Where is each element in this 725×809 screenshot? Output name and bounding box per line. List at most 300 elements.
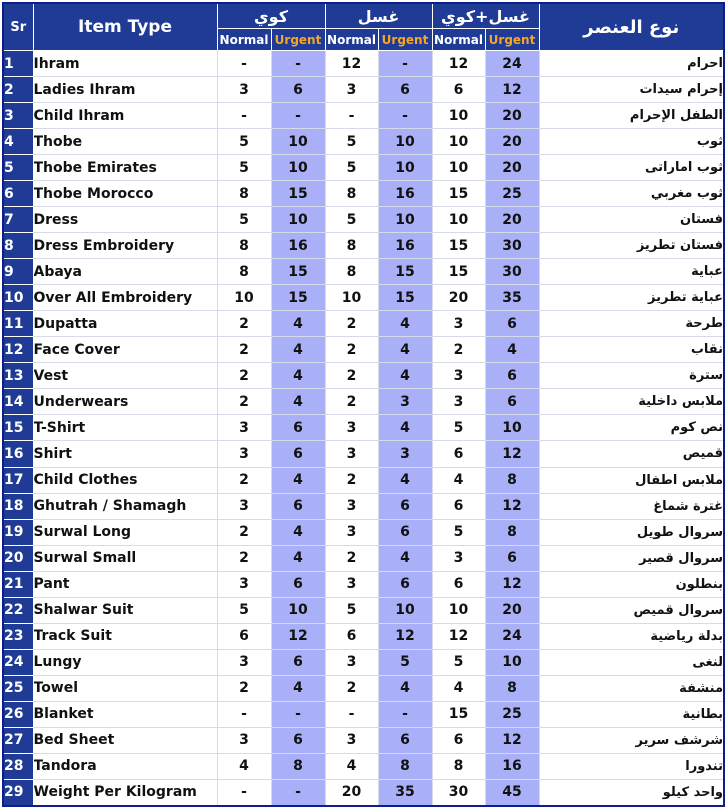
washing-urgent-price: 4 bbox=[378, 545, 432, 571]
wash-iron-normal-price: 5 bbox=[432, 519, 485, 545]
wash-iron-urgent-price: 6 bbox=[485, 545, 539, 571]
item-name: Ghutrah / Shamagh bbox=[33, 493, 217, 519]
row-number: 18 bbox=[3, 493, 33, 519]
ironing-urgent-price: 6 bbox=[271, 649, 325, 675]
row-number: 20 bbox=[3, 545, 33, 571]
washing-normal-price: 4 bbox=[325, 753, 378, 779]
row-number: 4 bbox=[3, 129, 33, 155]
item-name: Surwal Long bbox=[33, 519, 217, 545]
row-number: 5 bbox=[3, 155, 33, 181]
item-name-arabic: ثوب اماراتى bbox=[539, 155, 724, 181]
ironing-normal-price: 3 bbox=[217, 493, 271, 519]
wash-iron-urgent-price: 24 bbox=[485, 51, 539, 77]
item-name-arabic: عباية bbox=[539, 259, 724, 285]
wash-iron-normal-price: 3 bbox=[432, 389, 485, 415]
washing-urgent-price: - bbox=[378, 51, 432, 77]
table-row bbox=[3, 675, 724, 701]
item-name-arabic: سروال طويل bbox=[539, 519, 724, 545]
table-row bbox=[3, 389, 724, 415]
washing-urgent-price: 10 bbox=[378, 155, 432, 181]
wash-iron-normal-price: 12 bbox=[432, 51, 485, 77]
ironing-normal-price: 8 bbox=[217, 259, 271, 285]
ironing-urgent-price: 6 bbox=[271, 441, 325, 467]
ironing-urgent-price: 10 bbox=[271, 597, 325, 623]
wash-iron-urgent-price: 35 bbox=[485, 285, 539, 311]
item-name-arabic: ملابس داخلية bbox=[539, 389, 724, 415]
ironing-urgent-price: 4 bbox=[271, 389, 325, 415]
item-name-arabic: ثوب مغربي bbox=[539, 181, 724, 207]
washing-urgent-price: 6 bbox=[378, 571, 432, 597]
ironing-normal-price: 2 bbox=[217, 311, 271, 337]
ironing-urgent-price: 4 bbox=[271, 519, 325, 545]
washing-normal-price: - bbox=[325, 701, 378, 727]
wash-iron-urgent-price: 8 bbox=[485, 467, 539, 493]
sr-header: Sr bbox=[3, 3, 33, 51]
table-row bbox=[3, 207, 724, 233]
item-name: Abaya bbox=[33, 259, 217, 285]
item-name-arabic: قميص bbox=[539, 441, 724, 467]
item-name-arabic: لنغى bbox=[539, 649, 724, 675]
ironing-urgent-price: 6 bbox=[271, 571, 325, 597]
item-name-arabic: فستان تطريز bbox=[539, 233, 724, 259]
ironing-normal-price: 2 bbox=[217, 337, 271, 363]
ironing-normal-price: 2 bbox=[217, 675, 271, 701]
urgent-subheader: Urgent bbox=[271, 29, 325, 51]
table-row bbox=[3, 597, 724, 623]
ironing-normal-price: 3 bbox=[217, 571, 271, 597]
wash-iron-urgent-price: 8 bbox=[485, 675, 539, 701]
ironing-normal-price: - bbox=[217, 103, 271, 129]
row-number: 12 bbox=[3, 337, 33, 363]
washing-urgent-price: 4 bbox=[378, 467, 432, 493]
row-number: 17 bbox=[3, 467, 33, 493]
table-row bbox=[3, 285, 724, 311]
washing-normal-price: 3 bbox=[325, 441, 378, 467]
wash-iron-urgent-price: 20 bbox=[485, 155, 539, 181]
washing-urgent-price: 10 bbox=[378, 597, 432, 623]
item-name: Face Cover bbox=[33, 337, 217, 363]
item-name-arabic: احرام bbox=[539, 51, 724, 77]
table-row bbox=[3, 545, 724, 571]
wash-iron-urgent-price: 24 bbox=[485, 623, 539, 649]
ironing-normal-price: - bbox=[217, 701, 271, 727]
item-name: Track Suit bbox=[33, 623, 217, 649]
table-row bbox=[3, 129, 724, 155]
wash-iron-urgent-price: 10 bbox=[485, 649, 539, 675]
item-name: Ladies Ihram bbox=[33, 77, 217, 103]
washing-normal-price: 3 bbox=[325, 649, 378, 675]
ironing-normal-price: 3 bbox=[217, 415, 271, 441]
washing-urgent-price: 15 bbox=[378, 285, 432, 311]
ironing-normal-price: 2 bbox=[217, 389, 271, 415]
wash-iron-urgent-price: 16 bbox=[485, 753, 539, 779]
ironing-normal-price: 2 bbox=[217, 545, 271, 571]
item-name: Ihram bbox=[33, 51, 217, 77]
item-name: Shirt bbox=[33, 441, 217, 467]
ironing-urgent-price: 4 bbox=[271, 337, 325, 363]
item-name-arabic: نقاب bbox=[539, 337, 724, 363]
ironing-normal-price: 10 bbox=[217, 285, 271, 311]
washing-urgent-price: 5 bbox=[378, 649, 432, 675]
row-number: 19 bbox=[3, 519, 33, 545]
washing-normal-price: 3 bbox=[325, 519, 378, 545]
washing-urgent-price: 10 bbox=[378, 129, 432, 155]
washing-normal-price: - bbox=[325, 103, 378, 129]
normal-subheader: Normal bbox=[432, 29, 485, 51]
wash-iron-normal-price: 10 bbox=[432, 207, 485, 233]
ironing-urgent-price: 12 bbox=[271, 623, 325, 649]
item-name: Towel bbox=[33, 675, 217, 701]
ironing-urgent-price: 6 bbox=[271, 493, 325, 519]
wash-iron-urgent-price: 12 bbox=[485, 441, 539, 467]
table-row bbox=[3, 571, 724, 597]
table-row bbox=[3, 441, 724, 467]
item-name: Blanket bbox=[33, 701, 217, 727]
washing-urgent-price: 35 bbox=[378, 779, 432, 806]
ironing-urgent-price: 10 bbox=[271, 207, 325, 233]
item-name: T-Shirt bbox=[33, 415, 217, 441]
row-number: 8 bbox=[3, 233, 33, 259]
wash-iron-normal-price: 6 bbox=[432, 571, 485, 597]
washing-urgent-price: - bbox=[378, 701, 432, 727]
item-name-arabic: تندورا bbox=[539, 753, 724, 779]
washing-urgent-price: 3 bbox=[378, 441, 432, 467]
washing-urgent-price: 8 bbox=[378, 753, 432, 779]
item-name: Pant bbox=[33, 571, 217, 597]
row-number: 25 bbox=[3, 675, 33, 701]
wash-iron-normal-price: 10 bbox=[432, 129, 485, 155]
urgent-subheader: Urgent bbox=[378, 29, 432, 51]
table-body bbox=[3, 51, 724, 807]
ironing-normal-price: 6 bbox=[217, 623, 271, 649]
item-name: Underwears bbox=[33, 389, 217, 415]
item-name: Dress Embroidery bbox=[33, 233, 217, 259]
table-row bbox=[3, 623, 724, 649]
ironing-urgent-price: 4 bbox=[271, 311, 325, 337]
table-row bbox=[3, 103, 724, 129]
wash-iron-urgent-price: 4 bbox=[485, 337, 539, 363]
row-number: 1 bbox=[3, 51, 33, 77]
wash-iron-normal-price: 8 bbox=[432, 753, 485, 779]
ironing-urgent-price: 4 bbox=[271, 545, 325, 571]
item-name: Bed Sheet bbox=[33, 727, 217, 753]
row-number: 15 bbox=[3, 415, 33, 441]
row-number: 21 bbox=[3, 571, 33, 597]
row-number: 11 bbox=[3, 311, 33, 337]
row-number: 24 bbox=[3, 649, 33, 675]
washing-urgent-price: 6 bbox=[378, 77, 432, 103]
washing-normal-price: 10 bbox=[325, 285, 378, 311]
wash-iron-normal-price: 6 bbox=[432, 493, 485, 519]
item-name-arabic: بدلة رياضية bbox=[539, 623, 724, 649]
washing-urgent-price: 4 bbox=[378, 363, 432, 389]
table-row bbox=[3, 415, 724, 441]
wash-iron-urgent-price: 20 bbox=[485, 207, 539, 233]
row-number: 10 bbox=[3, 285, 33, 311]
ironing-urgent-price: 15 bbox=[271, 181, 325, 207]
ironing-normal-price: 3 bbox=[217, 77, 271, 103]
item-name-arabic: الطفل الإحرام bbox=[539, 103, 724, 129]
washing-urgent-price: 15 bbox=[378, 259, 432, 285]
wash-iron-normal-price: 30 bbox=[432, 779, 485, 806]
ironing-urgent-price: 15 bbox=[271, 259, 325, 285]
ironing-urgent-price: 4 bbox=[271, 675, 325, 701]
wash-iron-urgent-price: 12 bbox=[485, 727, 539, 753]
item-name: Thobe Emirates bbox=[33, 155, 217, 181]
washing-urgent-price: 16 bbox=[378, 181, 432, 207]
table-row bbox=[3, 311, 724, 337]
urgent-subheader: Urgent bbox=[485, 29, 539, 51]
ironing-urgent-price: 4 bbox=[271, 363, 325, 389]
washing-normal-price: 8 bbox=[325, 181, 378, 207]
wash-iron-normal-price: 4 bbox=[432, 675, 485, 701]
washing-urgent-price: 4 bbox=[378, 311, 432, 337]
wash-iron-urgent-price: 20 bbox=[485, 103, 539, 129]
item-name: Lungy bbox=[33, 649, 217, 675]
ironing-normal-price: 5 bbox=[217, 155, 271, 181]
washing-normal-price: 8 bbox=[325, 233, 378, 259]
item-name: Child Clothes bbox=[33, 467, 217, 493]
washing-normal-price: 5 bbox=[325, 129, 378, 155]
washing-urgent-price: 16 bbox=[378, 233, 432, 259]
item-name: Shalwar Suit bbox=[33, 597, 217, 623]
item-name-arabic: طرحة bbox=[539, 311, 724, 337]
item-name: Dupatta bbox=[33, 311, 217, 337]
wash-iron-normal-price: 6 bbox=[432, 727, 485, 753]
ironing-normal-price: 5 bbox=[217, 129, 271, 155]
washing-normal-price: 2 bbox=[325, 311, 378, 337]
wash-iron-urgent-price: 45 bbox=[485, 779, 539, 806]
row-number: 9 bbox=[3, 259, 33, 285]
wash-iron-normal-price: 15 bbox=[432, 701, 485, 727]
table-row bbox=[3, 155, 724, 181]
row-number: 6 bbox=[3, 181, 33, 207]
item-name-arabic: منشفة bbox=[539, 675, 724, 701]
item-name-arabic: ثوب bbox=[539, 129, 724, 155]
wash-iron-normal-price: 15 bbox=[432, 259, 485, 285]
item-name-arabic: سترة bbox=[539, 363, 724, 389]
row-number: 14 bbox=[3, 389, 33, 415]
table-row bbox=[3, 337, 724, 363]
table-row bbox=[3, 519, 724, 545]
item-name: Thobe Morocco bbox=[33, 181, 217, 207]
item-name-arabic: ملابس اطفال bbox=[539, 467, 724, 493]
item-name: Weight Per Kilogram bbox=[33, 779, 217, 806]
wash-iron-normal-price: 6 bbox=[432, 441, 485, 467]
washing-normal-price: 8 bbox=[325, 259, 378, 285]
wash-iron-normal-price: 15 bbox=[432, 181, 485, 207]
wash-iron-normal-price: 5 bbox=[432, 415, 485, 441]
washing-urgent-price: 4 bbox=[378, 675, 432, 701]
arabic-item-type-header: نوع العنصر bbox=[539, 3, 724, 51]
item-type-header: Item Type bbox=[33, 3, 217, 51]
ironing-normal-price: 3 bbox=[217, 727, 271, 753]
ironing-urgent-price: 15 bbox=[271, 285, 325, 311]
wash-iron-urgent-price: 6 bbox=[485, 363, 539, 389]
washing-normal-price: 2 bbox=[325, 363, 378, 389]
washing-normal-price: 3 bbox=[325, 571, 378, 597]
ironing-normal-price: 8 bbox=[217, 181, 271, 207]
washing-urgent-price: 6 bbox=[378, 519, 432, 545]
washing-normal-price: 2 bbox=[325, 337, 378, 363]
ironing-normal-price: - bbox=[217, 51, 271, 77]
wash-iron-urgent-price: 12 bbox=[485, 493, 539, 519]
ironing-normal-price: 2 bbox=[217, 467, 271, 493]
wash-iron-urgent-price: 6 bbox=[485, 311, 539, 337]
ironing-urgent-price: 10 bbox=[271, 155, 325, 181]
row-number: 22 bbox=[3, 597, 33, 623]
ironing-normal-price: 2 bbox=[217, 363, 271, 389]
item-name: Vest bbox=[33, 363, 217, 389]
table-row bbox=[3, 77, 724, 103]
washing-normal-price: 12 bbox=[325, 51, 378, 77]
washing-urgent-price: 6 bbox=[378, 727, 432, 753]
wash-iron-normal-price: 5 bbox=[432, 649, 485, 675]
wash-iron-normal-price: 10 bbox=[432, 103, 485, 129]
table-row bbox=[3, 779, 724, 806]
washing-urgent-price: - bbox=[378, 103, 432, 129]
ironing-urgent-price: - bbox=[271, 51, 325, 77]
item-name-arabic: شرشف سرير bbox=[539, 727, 724, 753]
item-name-arabic: نص كوم bbox=[539, 415, 724, 441]
item-name-arabic: سروال قميص bbox=[539, 597, 724, 623]
washing-normal-price: 6 bbox=[325, 623, 378, 649]
item-name: Thobe bbox=[33, 129, 217, 155]
item-name: Over All Embroidery bbox=[33, 285, 217, 311]
ironing-normal-price: 5 bbox=[217, 207, 271, 233]
item-name-arabic: فستان bbox=[539, 207, 724, 233]
ironing-group-header: كوي bbox=[217, 3, 325, 29]
ironing-urgent-price: 6 bbox=[271, 727, 325, 753]
wash-iron-urgent-price: 12 bbox=[485, 571, 539, 597]
ironing-normal-price: 2 bbox=[217, 519, 271, 545]
ironing-normal-price: 3 bbox=[217, 441, 271, 467]
table-row bbox=[3, 181, 724, 207]
wash-iron-urgent-price: 20 bbox=[485, 129, 539, 155]
row-number: 28 bbox=[3, 753, 33, 779]
table-row bbox=[3, 727, 724, 753]
washing-urgent-price: 12 bbox=[378, 623, 432, 649]
item-name-arabic: عباية تطريز bbox=[539, 285, 724, 311]
wash-iron-normal-price: 12 bbox=[432, 623, 485, 649]
washing-normal-price: 2 bbox=[325, 545, 378, 571]
item-name-arabic: بطانية bbox=[539, 701, 724, 727]
washing-urgent-price: 10 bbox=[378, 207, 432, 233]
wash-iron-normal-price: 2 bbox=[432, 337, 485, 363]
wash-iron-normal-price: 10 bbox=[432, 155, 485, 181]
row-number: 16 bbox=[3, 441, 33, 467]
item-name: Child Ihram bbox=[33, 103, 217, 129]
ironing-urgent-price: - bbox=[271, 701, 325, 727]
row-number: 13 bbox=[3, 363, 33, 389]
wash-iron-normal-price: 3 bbox=[432, 311, 485, 337]
item-name-arabic: غترة شماغ bbox=[539, 493, 724, 519]
washing-urgent-price: 3 bbox=[378, 389, 432, 415]
ironing-urgent-price: 6 bbox=[271, 77, 325, 103]
washing-group-header: غسل bbox=[325, 3, 432, 29]
washing-urgent-price: 6 bbox=[378, 493, 432, 519]
washing-normal-price: 2 bbox=[325, 467, 378, 493]
washing-normal-price: 5 bbox=[325, 597, 378, 623]
wash-iron-normal-price: 3 bbox=[432, 363, 485, 389]
row-number: 7 bbox=[3, 207, 33, 233]
ironing-urgent-price: - bbox=[271, 103, 325, 129]
normal-subheader: Normal bbox=[325, 29, 378, 51]
wash-iron-urgent-price: 10 bbox=[485, 415, 539, 441]
item-name: Dress bbox=[33, 207, 217, 233]
ironing-normal-price: 3 bbox=[217, 649, 271, 675]
row-number: 27 bbox=[3, 727, 33, 753]
wash-iron-urgent-price: 20 bbox=[485, 597, 539, 623]
ironing-urgent-price: 10 bbox=[271, 129, 325, 155]
ironing-urgent-price: 8 bbox=[271, 753, 325, 779]
wash-iron-urgent-price: 25 bbox=[485, 701, 539, 727]
table-row bbox=[3, 701, 724, 727]
wash-iron-group-header: غسل+كوي bbox=[432, 3, 539, 29]
table-row bbox=[3, 649, 724, 675]
item-name: Tandora bbox=[33, 753, 217, 779]
wash-iron-urgent-price: 6 bbox=[485, 389, 539, 415]
item-name-arabic: إحرام سيدات bbox=[539, 77, 724, 103]
item-name: Surwal Small bbox=[33, 545, 217, 571]
row-number: 26 bbox=[3, 701, 33, 727]
price-table bbox=[2, 2, 725, 807]
table-row bbox=[3, 233, 724, 259]
washing-urgent-price: 4 bbox=[378, 337, 432, 363]
normal-subheader: Normal bbox=[217, 29, 271, 51]
washing-normal-price: 5 bbox=[325, 207, 378, 233]
ironing-urgent-price: - bbox=[271, 779, 325, 806]
ironing-normal-price: 5 bbox=[217, 597, 271, 623]
washing-normal-price: 2 bbox=[325, 675, 378, 701]
wash-iron-urgent-price: 12 bbox=[485, 77, 539, 103]
washing-normal-price: 2 bbox=[325, 389, 378, 415]
ironing-normal-price: 4 bbox=[217, 753, 271, 779]
wash-iron-normal-price: 4 bbox=[432, 467, 485, 493]
wash-iron-urgent-price: 25 bbox=[485, 181, 539, 207]
wash-iron-normal-price: 3 bbox=[432, 545, 485, 571]
table-row bbox=[3, 467, 724, 493]
item-name-arabic: بنطلون bbox=[539, 571, 724, 597]
ironing-urgent-price: 6 bbox=[271, 415, 325, 441]
wash-iron-urgent-price: 30 bbox=[485, 233, 539, 259]
ironing-normal-price: - bbox=[217, 779, 271, 806]
wash-iron-urgent-price: 30 bbox=[485, 259, 539, 285]
item-name-arabic: سروال قصير bbox=[539, 545, 724, 571]
table-row bbox=[3, 493, 724, 519]
table-row bbox=[3, 51, 724, 77]
ironing-urgent-price: 4 bbox=[271, 467, 325, 493]
washing-normal-price: 3 bbox=[325, 77, 378, 103]
wash-iron-normal-price: 20 bbox=[432, 285, 485, 311]
washing-normal-price: 20 bbox=[325, 779, 378, 806]
washing-normal-price: 3 bbox=[325, 493, 378, 519]
ironing-normal-price: 8 bbox=[217, 233, 271, 259]
wash-iron-normal-price: 6 bbox=[432, 77, 485, 103]
washing-urgent-price: 4 bbox=[378, 415, 432, 441]
ironing-urgent-price: 16 bbox=[271, 233, 325, 259]
table-row bbox=[3, 363, 724, 389]
row-number: 29 bbox=[3, 779, 33, 806]
row-number: 3 bbox=[3, 103, 33, 129]
row-number: 23 bbox=[3, 623, 33, 649]
row-number: 2 bbox=[3, 77, 33, 103]
wash-iron-normal-price: 15 bbox=[432, 233, 485, 259]
washing-normal-price: 5 bbox=[325, 155, 378, 181]
table-row bbox=[3, 753, 724, 779]
table-row bbox=[3, 259, 724, 285]
washing-normal-price: 3 bbox=[325, 727, 378, 753]
